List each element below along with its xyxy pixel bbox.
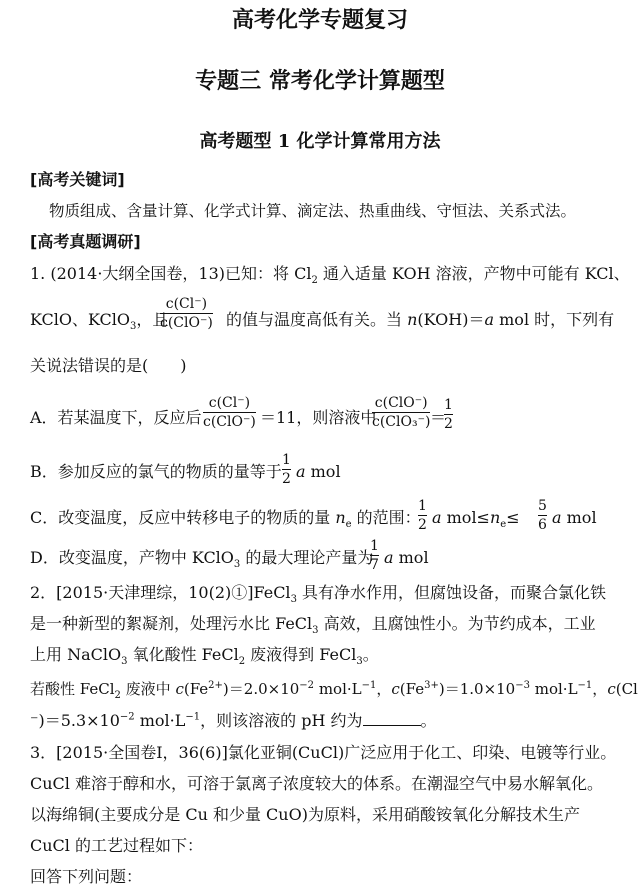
q1-line2-left: KClO、KClO$_3$，且: [30, 310, 169, 333]
q1-option-a-fraction2: c(ClO⁻) c(ClO₃⁻): [372, 395, 431, 430]
page-title: 高考化学专题复习: [231, 8, 408, 33]
q1-option-c-fraction2: 5 6: [538, 498, 547, 533]
q1-ratio-fraction: c(Cl⁻) c(ClO⁻): [160, 296, 213, 331]
q2-line2: 是一种新型的絮凝剂，处理污水比 FeCl$_3$ 高效，且腐蚀性小。为节约成本，工业: [30, 614, 596, 637]
q3-line4: CuCl 的工艺过程如下：: [30, 836, 203, 855]
q1-option-a-text3: ＝: [430, 408, 447, 427]
q3-line5: 回答下列问题：: [30, 867, 143, 886]
q1-option-a-fraction1: c(Cl⁻) c(ClO⁻): [203, 395, 256, 430]
q1-line3: 关说法错误的是( ): [30, 356, 187, 375]
q1-line2-right: 的值与温度高低有关。当 n(KOH)＝a mol 时，下列有: [226, 310, 615, 329]
q1-option-c-range: a $mol\le n_e\le$: [432, 508, 520, 531]
q1-option-d-fraction: 1 7: [370, 538, 379, 573]
keywords-header: [高考关键词]: [30, 170, 125, 189]
q2-line4: 若酸性 FeCl$_2$ 废液中 $c(Fe^{2+})=2.0\times 10^{-2}$ $mol\cdot L^{-1}$，$c(Fe^{3+})=1.0\times 10^{-3}$ $mol\cdot L^{-1}$，c(Cl: [30, 680, 638, 701]
q1-option-b-text: B．参加反应的氯气的物质的量等于: [30, 462, 282, 481]
q1-option-b-unit: a mol: [296, 462, 341, 481]
q1-option-a-text1: A．若某温度下，反应后: [30, 408, 202, 427]
q3-line2: CuCl 难溶于醇和水，可溶于氯离子浓度较大的体系。在潮湿空气中易水解氧化。: [30, 774, 603, 793]
q3-line3: 以海绵铜(主要成分是 Cu 和少量 CuO)为原料，采用硝酸铵氧化分解技术生产: [30, 805, 580, 824]
q1-option-c-unit: a mol: [552, 508, 597, 527]
research-header: [高考真题调研]: [30, 232, 141, 251]
q3-line1: 3．[2015·全国卷Ⅰ，36(6)]氯化亚铜(CuCl)广泛应用于化工、印染、电镀等行业。: [30, 743, 617, 762]
q1-option-c-fraction1: 1 2: [418, 498, 427, 533]
q2-line1: 2．[2015·天津理综，10(2)①]FeCl$_3$ 具有净水作用，但腐蚀设备，而聚合氯化铁: [30, 583, 607, 606]
q1-line1: 1. (2014·大纲全国卷，13)已知：将 $Cl_2$ 通入适量 KOH 溶液，产物中可能有 KCl、: [30, 264, 630, 287]
q2-line5: $^-)=5.3\times 10^{-2}$ $mol\cdot L^{-1}$，则该溶液的 pH 约为 。: [30, 711, 437, 730]
topic-title: 专题三 常考化学计算题型: [195, 69, 445, 94]
q2-line3: 上用 NaClO$_3$ 氧化酸性 FeCl$_2$ 废液得到 FeCl$_3$。: [30, 645, 379, 668]
answer-blank: [363, 711, 421, 726]
q1-option-d-text: D．改变温度，产物中 KClO$_3$ 的最大理论产量为: [30, 548, 374, 571]
q1-option-b-fraction: 1 2: [282, 452, 291, 487]
subtopic-title: 高考题型 1 化学计算常用方法: [199, 131, 441, 152]
q1-option-c-text: C．改变温度，反应中转移电子的物质的量 $n_e$ 的范围：: [30, 508, 421, 531]
q1-option-a-text2: ＝11，则溶液中: [260, 408, 377, 427]
keywords-text: 物质组成、含量计算、化学式计算、滴定法、热重曲线、守恒法、关系式法。: [49, 202, 577, 220]
q1-option-a-fraction3: 1 2: [444, 397, 453, 432]
q1-option-d-unit: a mol: [384, 548, 429, 567]
